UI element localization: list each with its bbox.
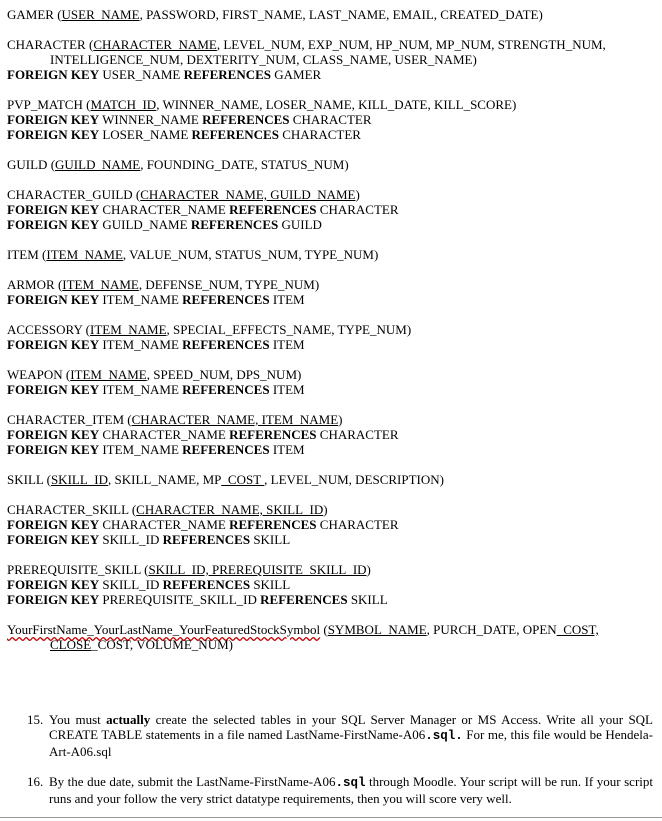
table-gamer: GAMER (USER_NAME, PASSWORD, FIRST_NAME, LAST_NAME, EMAIL, CREATED_DATE) [7,7,543,22]
columns: , PASSWORD, FIRST_NAME, LAST_NAME, EMAIL, CREATED_DATE) [139,7,543,22]
columns: _COST, VOLUME_NUM) [91,637,233,652]
table-name: ITEM [7,247,39,262]
primary-key: CHARACTER_NAME, ITEM_NAME [131,412,339,427]
table-skill: SKILL (SKILL_ID, SKILL_NAME, MP_COST , LEVEL_NUM, DESCRIPTION) [7,472,444,487]
primary-key: SKILL_ID [50,472,108,487]
schema-list [7,7,655,652]
foreign-key: FOREIGN KEY SKILL_ID REFERENCES SKILL [7,577,291,592]
primary-key: CHARACTER_NAME, GUILD_NAME [140,187,356,202]
columns: , WINNER_NAME, LOSER_NAME, KILL_DATE, KILL_SCORE) [156,97,517,112]
table-name: PVP_MATCH [7,97,83,112]
table-name: CHARACTER_SKILL [7,502,129,517]
table-name: GUILD [7,157,48,172]
columns: , LEVEL_NUM, EXP_NUM, HP_NUM, MP_NUM, STRENGTH_NUM, [216,37,606,52]
table-stock: YourFirstName_YourLastName_YourFeaturedStockSymbol (SYMBOL_NAME, PURCH_DATE, OPEN_COST, CLOSE_COST, VOLUME_NUM) [7,622,599,652]
foreign-key: FOREIGN KEY GUILD_NAME REFERENCES GUILD [7,217,322,232]
columns: , FOUNDING_DATE, STATUS_NUM) [140,157,349,172]
table-character: CHARACTER (CHARACTER_NAME, LEVEL_NUM, EXP_NUM, HP_NUM, MP_NUM, STRENGTH_NUM, INTELLIGENCE_NUM, DEXTERITY_NUM, CLASS_NAME, USER_NAME) FOREIGN KEY USER_NAME REFERENCES GAMER [7,37,655,82]
foreign-key: FOREIGN KEY ITEM_NAME REFERENCES ITEM [7,442,305,457]
table-weapon: WEAPON (ITEM_NAME, SPEED_NUM, DPS_NUM) FOREIGN KEY ITEM_NAME REFERENCES ITEM [7,367,655,397]
primary-key: ITEM_NAME [70,367,147,382]
primary-key: USER_NAME [61,7,140,22]
primary-key: ITEM_NAME [46,247,123,262]
list-number: 15. [27,712,44,727]
table-accessory: ACCESSORY (ITEM_NAME, SPECIAL_EFFECTS_NAME, TYPE_NUM) FOREIGN KEY ITEM_NAME REFERENCES ITEM [7,322,655,352]
columns: , PURCH_DATE, OPEN [426,622,557,637]
columns: , SPECIAL_EFFECTS_NAME, TYPE_NUM) [166,322,412,337]
instructions-list [27,712,653,821]
table-pvp-match: PVP_MATCH (MATCH_ID, WINNER_NAME, LOSER_NAME, KILL_DATE, KILL_SCORE) FOREIGN KEY WINNER_NAME REFERENCES CHARACTER FOREIGN KEY LOSER_NAME REFERENCES CHARACTER [7,97,655,142]
columns: , VALUE_NUM, STATUS_NUM, TYPE_NUM) [122,247,379,262]
list-number: 16. [27,774,44,789]
foreign-key: FOREIGN KEY ITEM_NAME REFERENCES ITEM [7,382,305,397]
columns: , DEFENSE_NUM, TYPE_NUM) [138,277,320,292]
foreign-key: FOREIGN KEY USER_NAME REFERENCES GAMER [7,67,322,82]
table-prerequisite-skill: PREREQUISITE_SKILL (SKILL_ID, PREREQUISITE_SKILL_ID) FOREIGN KEY SKILL_ID REFERENCES SKILL FOREIGN KEY PREREQUISITE_SKILL_ID REFERENCES SKILL [7,562,655,607]
columns-underlined: CLOSE [50,637,92,652]
foreign-key: FOREIGN KEY CHARACTER_NAME REFERENCES CHARACTER [7,202,399,217]
instruction-text: You must actually create the selected tables in your SQL Server Manager or MS Access. Write all your SQL CREATE TABLE statements in a file named LastName-FirstName-A06.sql. For me, this file would be Hendela-Art-A06.sql [49,712,654,759]
page-bottom-divider [0,817,662,818]
table-name: GAMER [7,7,54,22]
table-armor: ARMOR (ITEM_NAME, DEFENSE_NUM, TYPE_NUM) FOREIGN KEY ITEM_NAME REFERENCES ITEM [7,277,655,307]
foreign-key: FOREIGN KEY SKILL_ID REFERENCES SKILL [7,532,291,547]
table-guild: GUILD (GUILD_NAME, FOUNDING_DATE, STATUS_NUM) [7,157,349,172]
columns: , LEVEL_NUM, DESCRIPTION) [264,472,444,487]
table-name: CHARACTER [7,37,86,52]
table-name: ARMOR [7,277,55,292]
primary-key: ITEM_NAME [62,277,139,292]
primary-key: SYMBOL_NAME [327,622,427,637]
foreign-key: FOREIGN KEY LOSER_NAME REFERENCES CHARACTER [7,127,361,142]
primary-key: CHARACTER_NAME, SKILL_ID [136,502,324,517]
table-character-guild: CHARACTER_GUILD (CHARACTER_NAME, GUILD_NAME) FOREIGN KEY CHARACTER_NAME REFERENCES CHARACTER FOREIGN KEY GUILD_NAME REFERENCES GUILD [7,187,655,232]
columns-underlined: _COST [221,472,265,487]
table-name: SKILL [7,472,44,487]
table-name: CHARACTER_ITEM [7,412,124,427]
foreign-key: FOREIGN KEY ITEM_NAME REFERENCES ITEM [7,337,305,352]
primary-key: SKILL_ID, PREREQUISITE_SKILL_ID [148,562,367,577]
table-name: ACCESSORY [7,322,83,337]
instruction-16 [27,774,653,806]
foreign-key: FOREIGN KEY WINNER_NAME REFERENCES CHARACTER [7,112,372,127]
table-name: PREREQUISITE_SKILL [7,562,141,577]
foreign-key: FOREIGN KEY CHARACTER_NAME REFERENCES CHARACTER [7,517,399,532]
table-character-skill: CHARACTER_SKILL (CHARACTER_NAME, SKILL_ID) FOREIGN KEY CHARACTER_NAME REFERENCES CHARACTER FOREIGN KEY SKILL_ID REFERENCES SKILL [7,502,655,547]
table-name: CHARACTER_GUILD [7,187,133,202]
table-character-item: CHARACTER_ITEM (CHARACTER_NAME, ITEM_NAME) FOREIGN KEY CHARACTER_NAME REFERENCES CHARACTER FOREIGN KEY ITEM_NAME REFERENCES ITEM [7,412,655,457]
columns: , SKILL_NAME, MP [108,472,222,487]
columns: , SPEED_NUM, DPS_NUM) [146,367,302,382]
primary-key: ITEM_NAME [89,322,167,337]
columns-continued: INTELLIGENCE_NUM, DEXTERITY_NUM, CLASS_NAME, USER_NAME) [50,52,477,67]
primary-key: CHARACTER_NAME [93,37,217,52]
foreign-key: FOREIGN KEY PREREQUISITE_SKILL_ID REFERENCES SKILL [7,592,388,607]
foreign-key: FOREIGN KEY CHARACTER_NAME REFERENCES CHARACTER [7,427,399,442]
instruction-15 [27,712,653,759]
table-name: WEAPON [7,367,63,382]
table-item: ITEM (ITEM_NAME, VALUE_NUM, STATUS_NUM, TYPE_NUM) [7,247,379,262]
primary-key: MATCH_ID [90,97,157,112]
columns-underlined: _COST, [556,622,599,637]
instruction-text: By the due date, submit the LastName-FirstName-A06.sql through Moodle. Your script will be run. If your script runs and your follow the very strict datatype requirements, then you will score very well. [49,774,654,806]
foreign-key: FOREIGN KEY ITEM_NAME REFERENCES ITEM [7,292,305,307]
table-name: YourFirstName_YourLastName_YourFeaturedStockSymbol [7,622,321,637]
primary-key: GUILD_NAME [55,157,141,172]
